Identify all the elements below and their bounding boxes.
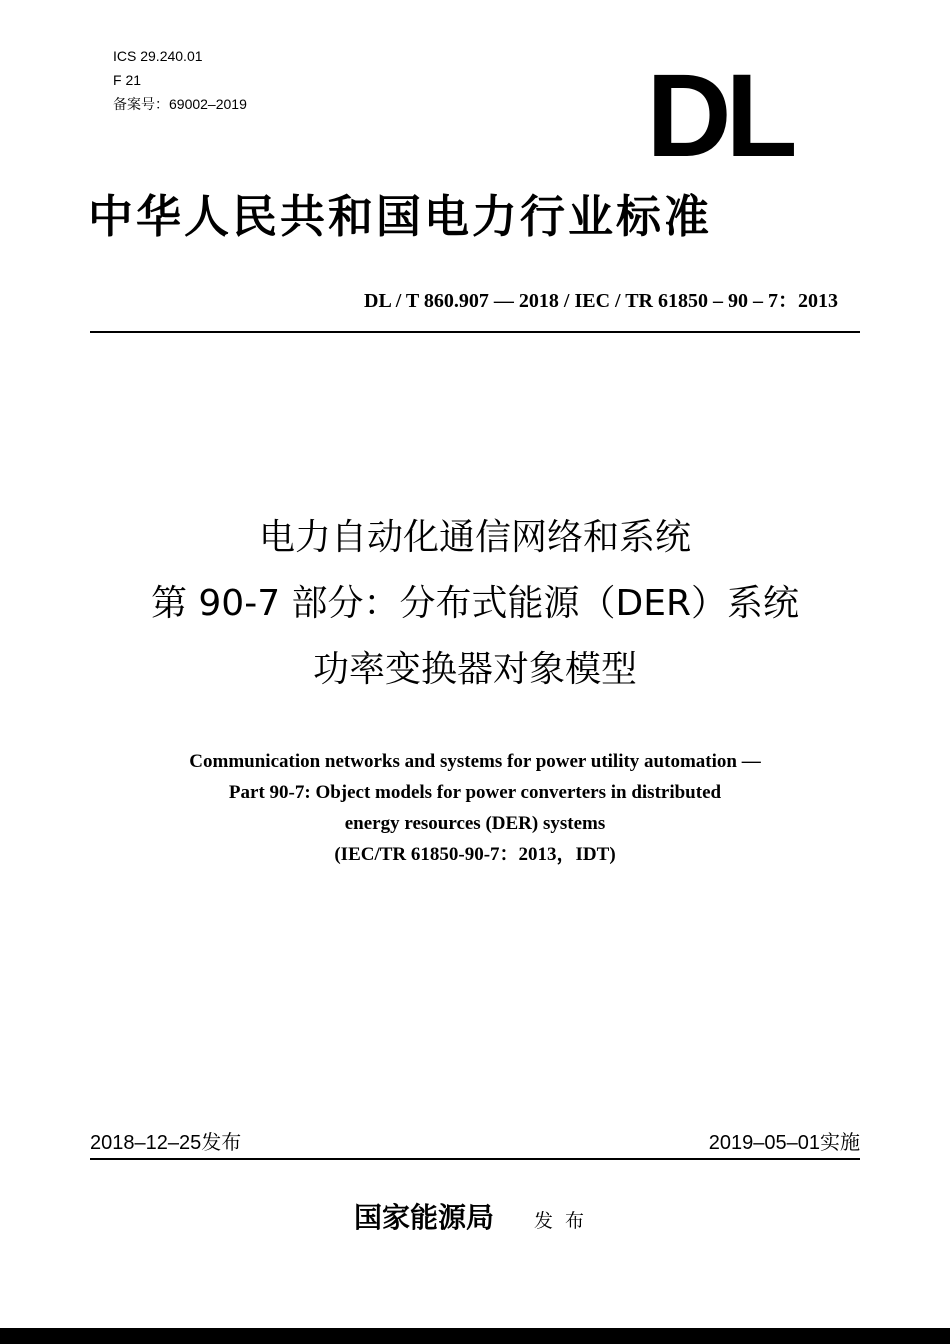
- standard-code: DL / T 860.907 — 2018 / IEC / TR 61850 – 90 – 7：2013: [364, 290, 838, 312]
- english-title: [0, 746, 950, 870]
- bottom-divider: [90, 1158, 860, 1160]
- chinese-title-line-2: 第 90-7 部分：分布式能源（DER）系统: [150, 583, 800, 624]
- cover-metadata: [113, 44, 247, 116]
- organization-title: 中华人民共和国电力行业标准: [88, 190, 713, 243]
- dates-row: [90, 1126, 860, 1158]
- publisher-action: 发布: [534, 1210, 597, 1232]
- top-divider: [90, 331, 860, 333]
- english-title-line-1: Communication networks and systems for power utility automation —: [189, 751, 761, 772]
- publisher-name: 国家能源局: [353, 1201, 494, 1234]
- chinese-title: [0, 505, 950, 703]
- page-bottom-edge: [0, 1328, 950, 1344]
- publisher-line: [0, 1196, 950, 1236]
- chinese-title-line-3: 功率变换器对象模型: [312, 649, 637, 690]
- ics-code: ICS 29.240.01: [113, 48, 203, 64]
- implementation-date: 2019–05–01实施: [708, 1132, 860, 1154]
- chinese-title-line-1: 电力自动化通信网络和系统: [258, 517, 691, 558]
- dl-logo: DL: [646, 50, 792, 182]
- issue-date: 2018–12–25发布: [90, 1132, 242, 1154]
- english-title-line-4: (IEC/TR 61850-90-7：2013，IDT): [334, 844, 616, 865]
- record-number: 备案号：69002–2019: [113, 96, 247, 112]
- english-title-line-3: energy resources (DER) systems: [344, 813, 606, 834]
- classification-code: F 21: [113, 72, 142, 88]
- english-title-line-2: Part 90-7: Object models for power converters in distributed: [228, 782, 722, 803]
